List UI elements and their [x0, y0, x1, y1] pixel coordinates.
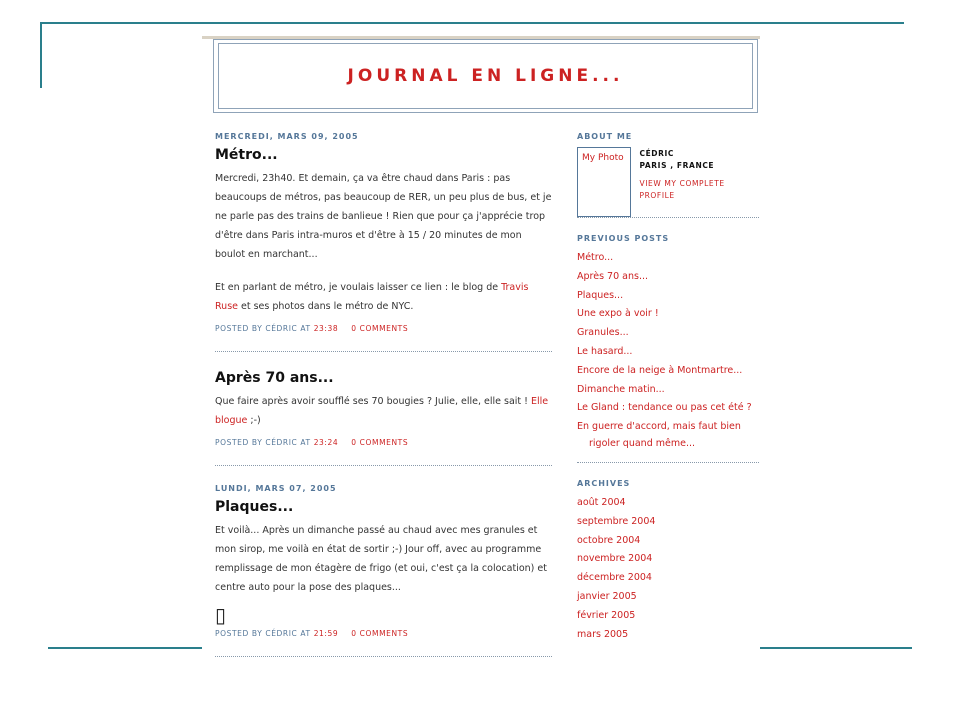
post-footer	[215, 324, 552, 352]
previous-post-link[interactable]: Plaques...	[577, 289, 624, 301]
previous-posts-heading: PREVIOUS POSTS	[577, 234, 670, 243]
archive-link[interactable]: février 2005	[577, 609, 636, 621]
previous-post-link[interactable]: Le Gland : tendance ou pas cet été ?	[577, 402, 752, 414]
post-time-link[interactable]: 23:24	[313, 438, 339, 447]
comments-link[interactable]: 0 COMMENTS	[351, 438, 409, 447]
comments-link[interactable]: 0 COMMENTS	[351, 324, 409, 333]
previous-post-link[interactable]: Après 70 ans...	[577, 270, 648, 282]
post-paragraph	[215, 392, 552, 430]
date-header: LUNDI, MARS 07, 2005	[215, 484, 337, 493]
previous-post-line: rigoler quand même...	[589, 437, 695, 449]
previous-post-link[interactable]: Granules...	[577, 327, 629, 339]
blog-header-inner	[218, 43, 753, 109]
about-me-heading: ABOUT ME	[577, 132, 633, 141]
archive-link[interactable]: septembre 2004	[577, 515, 656, 527]
blog-screenshot	[202, 36, 760, 664]
previous-post-link[interactable]: Métro...	[577, 252, 614, 263]
archive-link[interactable]: mars 2005	[577, 628, 629, 640]
comments-link[interactable]: 0 COMMENTS	[351, 629, 409, 638]
archive-link[interactable]: octobre 2004	[577, 534, 641, 546]
profile-photo[interactable]	[577, 147, 631, 217]
post-time-link[interactable]: 21:59	[313, 629, 339, 638]
post-paragraph: Mercredi, 23h40. Et demain, ça va être chaud dans Paris : pas beaucoups de métros, pas beaucoup de RER, un peu plus de bus, et je ne parle pas des trains de banlieue ! Rien que pour ça j'apprécie trop d'être dans Paris intra-muros et d'être à 15 / 20 minutes de mon boulot en marchant...	[215, 173, 552, 260]
slide-frame-bottom-right-line	[760, 647, 912, 649]
previous-post-link[interactable]: Encore de la neige à Montmartre...	[577, 364, 743, 376]
travis-ruse-link[interactable]: Travis Ruse	[215, 282, 529, 312]
posted-by: POSTED BY CÉDRIC AT	[215, 324, 311, 333]
about-info	[631, 147, 759, 217]
slide-frame-left-line	[40, 22, 42, 88]
post-paragraph	[215, 278, 552, 316]
previous-post-line: En guerre d'accord, mais faut bien	[577, 421, 741, 433]
previous-post-link[interactable]: Le hasard...	[577, 345, 633, 357]
paragraph-text: Et en parlant de métro, je voulais laisser ce lien : le blog de	[215, 282, 502, 293]
post-title: Plaques...	[215, 499, 294, 515]
post-footer	[215, 629, 552, 657]
author-name: CÉDRIC	[639, 149, 675, 158]
paragraph-text: Que faire après avoir soufflé ses 70 bougies ? Julie, elle, elle sait !	[215, 396, 531, 407]
paragraph-text: et ses photos dans le métro de NYC.	[238, 301, 414, 312]
previous-post-link[interactable]	[577, 418, 759, 450]
broken-image-icon: ▯	[215, 603, 227, 627]
archives-heading: ARCHIVES	[577, 478, 631, 488]
post-plaques	[215, 484, 552, 657]
post-footer	[215, 438, 552, 466]
main-column	[215, 132, 552, 664]
archive-link[interactable]: novembre 2004	[577, 553, 653, 565]
slide-frame-top-line	[40, 22, 904, 24]
blog-title[interactable]: JOURNAL EN LIGNE...	[347, 66, 624, 86]
archive-link[interactable]: août 2004	[577, 496, 626, 508]
author-location: PARIS , FRANCE	[639, 161, 715, 170]
archive-link[interactable]: janvier 2005	[577, 590, 637, 602]
post-body	[215, 392, 552, 430]
posted-by: POSTED BY CÉDRIC AT	[215, 629, 311, 638]
post-paragraph: Et voilà... Après un dimanche passé au chaud avec mes granules et mon sirop, me voilà en état de sortir ;-) Jour off, avec au programme remplissage de mon étagère de frigo (et oui, c'est ça la colocation) et centre auto pour la pose des plaques...	[215, 525, 547, 593]
paragraph-text: ;-)	[247, 415, 261, 426]
photo-label: My Photo	[582, 153, 624, 163]
view-profile-link[interactable]: VIEW MY COMPLETE PROFILE	[639, 179, 725, 200]
sidebar	[577, 132, 759, 644]
post-time-link[interactable]: 23:38	[313, 324, 339, 333]
date-header: MERCREDI, MARS 09, 2005	[215, 132, 359, 141]
previous-posts-list	[577, 249, 759, 450]
previous-post-link[interactable]: Une expo à voir !	[577, 308, 659, 320]
post-body	[215, 169, 552, 316]
elle-blogue-link[interactable]: Elle blogue	[215, 396, 549, 426]
about-me-box	[577, 147, 759, 218]
post-apres-70-ans	[215, 370, 552, 466]
post-metro	[215, 132, 552, 352]
blog-header	[213, 39, 758, 113]
post-title: Après 70 ans...	[215, 370, 334, 386]
slide-frame-bottom-left-line	[48, 647, 202, 649]
post-body	[215, 521, 552, 597]
previous-post-link[interactable]: Dimanche matin...	[577, 383, 665, 395]
post-title: Métro...	[215, 147, 278, 163]
previous-posts	[577, 249, 759, 463]
archive-link[interactable]: décembre 2004	[577, 572, 652, 584]
posted-by: POSTED BY CÉDRIC AT	[215, 438, 311, 447]
archives-list	[577, 494, 759, 644]
